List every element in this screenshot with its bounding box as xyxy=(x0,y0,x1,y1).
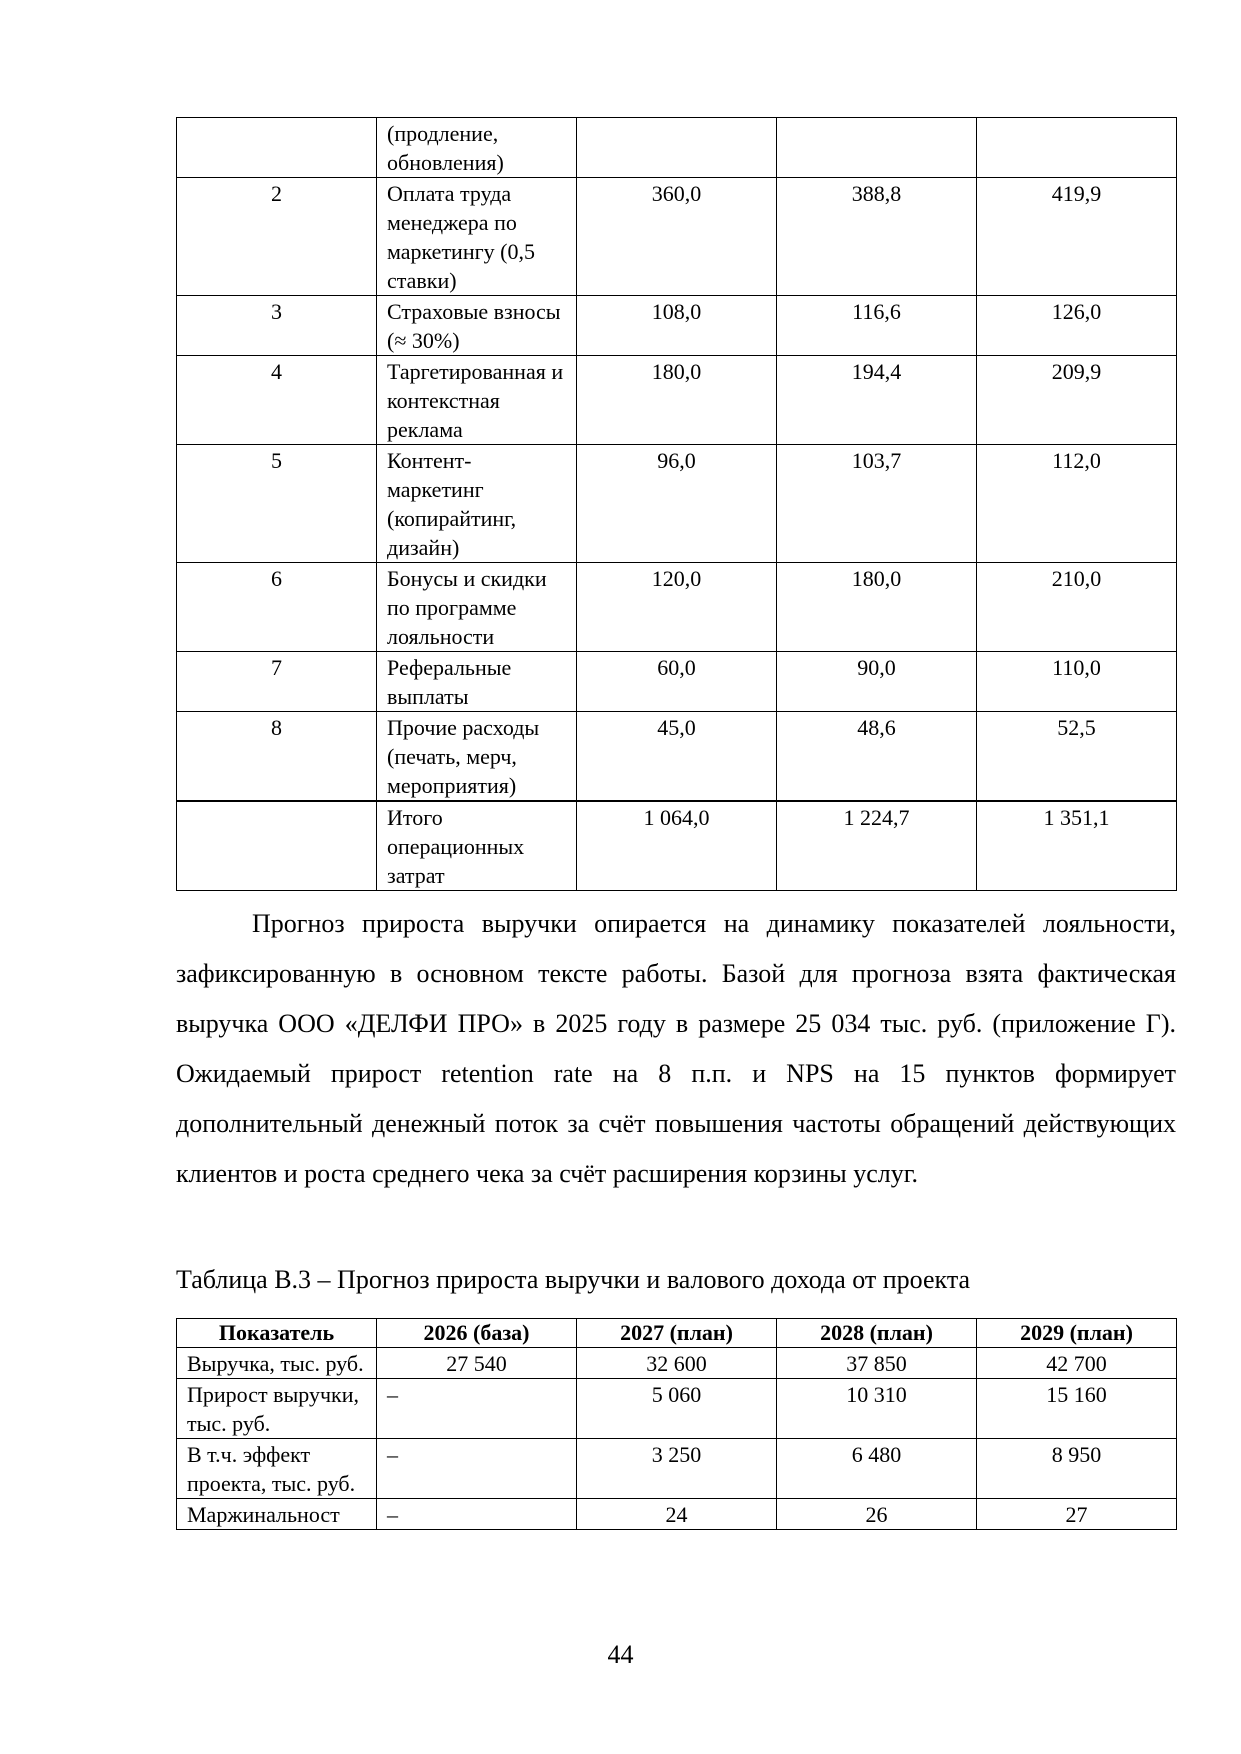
body-paragraph: Прогноз прироста выручки опирается на динамику показателей лояльности, зафиксированную в основном тексте работы. Базой для прогноза взята фактическая выручка ООО «ДЕЛФИ ПРО» в 2025 году в размере 25 034 тыс. руб. (приложение Г). Ожидаемый прирост retention rate на 8 п.п. и NPS на 15 пунктов формирует дополнительный денежный поток за счёт повышения частоты обращений действующих клиентов и роста среднего чека за счёт расширения корзины услуг. xyxy=(176,909,1176,1188)
value-cell: 360,0 xyxy=(577,178,777,296)
table-row xyxy=(177,712,1177,802)
cost-item: Страховые взносы (≈ 30%) xyxy=(377,296,577,356)
value-cell: 48,6 xyxy=(777,712,977,802)
value-cell: 110,0 xyxy=(977,652,1177,712)
value-cell: 37 850 xyxy=(777,1348,977,1379)
value-cell: 96,0 xyxy=(577,445,777,563)
operating-costs-table xyxy=(176,117,1177,891)
row-number: 7 xyxy=(177,652,377,712)
column-header: 2029 (план) xyxy=(977,1319,1177,1348)
row-number: 8 xyxy=(177,712,377,802)
row-number: 6 xyxy=(177,563,377,652)
cost-item: Реферальные выплаты xyxy=(377,652,577,712)
value-cell: 26 xyxy=(777,1499,977,1530)
value-cell: 8 950 xyxy=(977,1439,1177,1499)
table-header-row xyxy=(177,1319,1177,1348)
column-header: 2027 (план) xyxy=(577,1319,777,1348)
value-cell: 15 160 xyxy=(977,1379,1177,1439)
indicator-label: Маржинальност xyxy=(177,1499,377,1530)
row-number: 5 xyxy=(177,445,377,563)
value-cell: 6 480 xyxy=(777,1439,977,1499)
value-cell: 10 310 xyxy=(777,1379,977,1439)
cost-item: Итого операционных затрат xyxy=(377,801,577,891)
value-cell xyxy=(777,118,977,178)
row-number xyxy=(177,118,377,178)
value-cell: 32 600 xyxy=(577,1348,777,1379)
column-header: 2028 (план) xyxy=(777,1319,977,1348)
value-cell: 210,0 xyxy=(977,563,1177,652)
table-row xyxy=(177,445,1177,563)
table-row xyxy=(177,1499,1177,1530)
value-cell: 103,7 xyxy=(777,445,977,563)
value-cell: 120,0 xyxy=(577,563,777,652)
value-cell: 209,9 xyxy=(977,356,1177,445)
value-cell: 5 060 xyxy=(577,1379,777,1439)
cost-item: Таргетированная и контекстная реклама xyxy=(377,356,577,445)
table-row xyxy=(177,178,1177,296)
cost-item: Прочие расходы (печать, мерч, мероприятия) xyxy=(377,712,577,802)
value-cell: 180,0 xyxy=(577,356,777,445)
table-row xyxy=(177,1439,1177,1499)
table-row xyxy=(177,1379,1177,1439)
total-row xyxy=(177,801,1177,891)
value-cell: 52,5 xyxy=(977,712,1177,802)
value-cell: 1 224,7 xyxy=(777,801,977,891)
value-cell: 90,0 xyxy=(777,652,977,712)
table-row xyxy=(177,356,1177,445)
revenue-forecast-table xyxy=(176,1318,1177,1530)
value-cell: 116,6 xyxy=(777,296,977,356)
cost-item: Оплата труда менеджера по маркетингу (0,5 ставки) xyxy=(377,178,577,296)
page-number: 44 xyxy=(607,1640,634,1669)
value-cell: – xyxy=(377,1379,577,1439)
value-cell: 108,0 xyxy=(577,296,777,356)
indicator-label: Выручка, тыс. руб. xyxy=(177,1348,377,1379)
table-row xyxy=(177,118,1177,178)
value-cell: 1 351,1 xyxy=(977,801,1177,891)
value-cell: 24 xyxy=(577,1499,777,1530)
row-number: 2 xyxy=(177,178,377,296)
value-cell: 112,0 xyxy=(977,445,1177,563)
table-row xyxy=(177,296,1177,356)
row-number xyxy=(177,801,377,891)
value-cell: 60,0 xyxy=(577,652,777,712)
cost-item: (продление, обновления) xyxy=(377,118,577,178)
column-header: Показатель xyxy=(177,1319,377,1348)
table-row xyxy=(177,652,1177,712)
value-cell: 45,0 xyxy=(577,712,777,802)
value-cell xyxy=(577,118,777,178)
column-header: 2026 (база) xyxy=(377,1319,577,1348)
table-caption: Таблица В.3 – Прогноз прироста выручки и валового дохода от проекта xyxy=(176,1265,971,1294)
table-row xyxy=(177,1348,1177,1379)
value-cell: 180,0 xyxy=(777,563,977,652)
row-number: 4 xyxy=(177,356,377,445)
value-cell: 1 064,0 xyxy=(577,801,777,891)
value-cell: 194,4 xyxy=(777,356,977,445)
table-row xyxy=(177,563,1177,652)
value-cell: 126,0 xyxy=(977,296,1177,356)
value-cell: – xyxy=(377,1499,577,1530)
indicator-label: В т.ч. эффект проекта, тыс. руб. xyxy=(177,1439,377,1499)
row-number: 3 xyxy=(177,296,377,356)
value-cell xyxy=(977,118,1177,178)
indicator-label: Прирост выручки, тыс. руб. xyxy=(177,1379,377,1439)
value-cell: 419,9 xyxy=(977,178,1177,296)
value-cell: 3 250 xyxy=(577,1439,777,1499)
value-cell: – xyxy=(377,1439,577,1499)
cost-item: Контент-маркетинг (копирайтинг, дизайн) xyxy=(377,445,577,563)
value-cell: 27 xyxy=(977,1499,1177,1530)
value-cell: 27 540 xyxy=(377,1348,577,1379)
value-cell: 388,8 xyxy=(777,178,977,296)
value-cell: 42 700 xyxy=(977,1348,1177,1379)
cost-item: Бонусы и скидки по программе лояльности xyxy=(377,563,577,652)
